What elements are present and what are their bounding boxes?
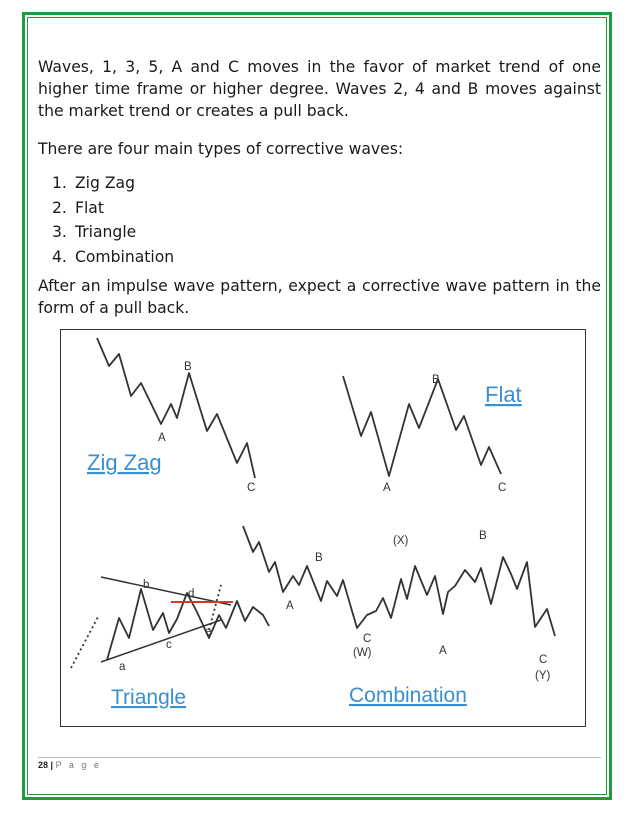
list-item: 1. Zig Zag (52, 174, 136, 192)
page-label: P a g e (55, 760, 102, 770)
flat-title: Flat (485, 382, 522, 407)
zigzag-label-a: A (158, 432, 166, 444)
triangle-entry-dotted (71, 615, 99, 668)
triangle-label-b: b (143, 579, 150, 591)
footer-divider (38, 757, 601, 758)
combination-label-x: (X) (393, 535, 409, 547)
paragraph-wave-direction: Waves, 1, 3, 5, A and C moves in the favor of market trend of one higher time frame or higher degree. Waves 2, 4 and B moves against the market trend or creates a pull back. (38, 58, 601, 120)
zigzag-title: Zig Zag (87, 450, 162, 475)
triangle-label-a: a (119, 661, 126, 673)
triangle-label-d: d (188, 588, 195, 600)
triangle-lower-trendline (101, 620, 221, 662)
corrective-types-list (52, 171, 174, 269)
combination-label-c1: C (363, 633, 372, 645)
triangle-title: Triangle (111, 686, 187, 709)
triangle-upper-trendline (101, 577, 231, 605)
combination-label-c2: C (539, 654, 548, 666)
corrective-waves-figure (60, 329, 586, 727)
list-item: 2. Flat (52, 198, 104, 217)
corrective-waves-diagram (61, 330, 587, 728)
paragraph-pull-back: After an impulse wave pattern, expect a corrective wave pattern in the form of a pull back. (38, 277, 601, 317)
combination-label-a2: A (439, 645, 447, 657)
paragraph-corrective-types-intro: There are four main types of corrective waves: (38, 140, 404, 158)
zigzag-label-c: C (247, 482, 256, 494)
list-item: 3. Triangle (52, 223, 137, 241)
combination-label-b1: B (315, 552, 323, 564)
zigzag-label-b: B (184, 361, 192, 373)
flat-label-c: C (498, 482, 507, 494)
page-footer (38, 760, 101, 770)
list-item: 4. Combination (52, 247, 175, 266)
combination-label-y: (Y) (535, 670, 551, 682)
flat-label-b: B (432, 374, 440, 386)
triangle-label-c: c (166, 639, 172, 651)
combination-title: Combination (349, 684, 467, 707)
footer-separator: | (50, 760, 54, 770)
triangle-label-e: e (205, 626, 212, 638)
flat-label-a: A (383, 482, 391, 494)
flat-wave-line (343, 376, 501, 476)
combination-label-w: (W) (353, 647, 372, 659)
page-number: 28 (38, 760, 49, 770)
combination-label-b2: B (479, 530, 487, 542)
combination-label-a1: A (286, 600, 294, 612)
